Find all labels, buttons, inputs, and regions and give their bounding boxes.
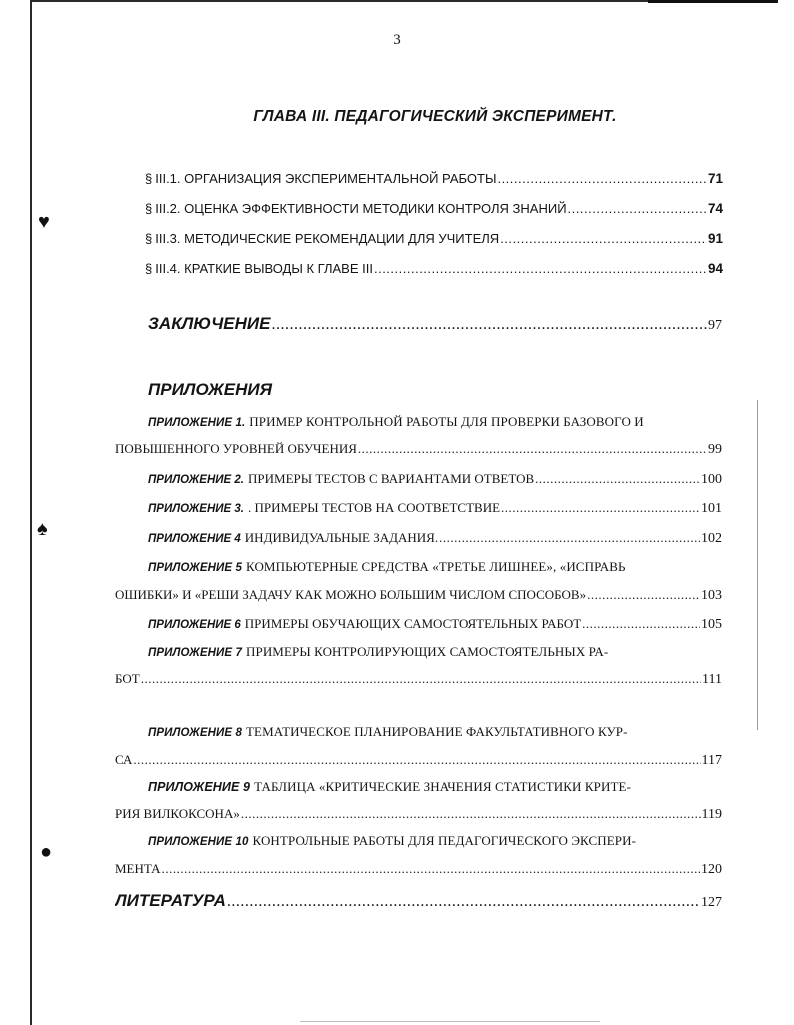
dot-leader	[133, 752, 700, 768]
dot-leader	[500, 231, 707, 246]
page-ref: 97	[708, 318, 722, 333]
dot-leader	[162, 861, 700, 877]
dot-leader	[497, 171, 707, 186]
scan-blot-mark: ●	[40, 841, 53, 863]
page-ref: 120	[701, 862, 722, 877]
appendix-title-line: КОНТРОЛЬНЫЕ РАБОТЫ ДЛЯ ПЕДАГОГИЧЕСКОГО ЭКСПЕРИ-	[252, 833, 637, 848]
appendix-tag: ПРИЛОЖЕНИЕ 3.	[148, 503, 244, 515]
page-ref: 103	[701, 588, 722, 603]
scan-blot-mark: ♥	[38, 211, 50, 233]
toc-entry-appendix-1[interactable]	[148, 414, 722, 430]
dot-leader	[358, 441, 707, 457]
appendix-title-line: ТАБЛИЦА «КРИТИЧЕСКИЕ ЗНАЧЕНИЯ СТАТИСТИКИ КРИТЕ-	[254, 779, 631, 794]
toc-entry-appendix-10-cont[interactable]	[115, 861, 722, 878]
page-ref: 91	[707, 231, 723, 246]
toc-entry-section[interactable]	[145, 261, 723, 276]
dot-leader	[535, 471, 700, 487]
appendix-tag: ПРИЛОЖЕНИЕ 4	[148, 533, 241, 545]
appendix-tag: ПРИЛОЖЕНИЕ 7	[148, 647, 242, 659]
toc-entry-section[interactable]	[145, 201, 723, 216]
appendix-tag: ПРИЛОЖЕНИЕ 8	[148, 727, 242, 739]
page-ref: 74	[707, 201, 723, 216]
toc-entry-literature[interactable]	[115, 891, 722, 911]
appendix-title-line: . ПРИМЕРЫ ТЕСТОВ НА СООТВЕТСТВИЕ	[248, 500, 501, 515]
section-symbol: §	[145, 261, 153, 276]
appendix-title-line: БОТ	[115, 671, 140, 686]
appendix-tag: ПРИЛОЖЕНИЕ 2.	[148, 474, 244, 486]
page-ref: 71	[707, 171, 723, 186]
section-symbol: §	[145, 171, 153, 186]
conclusion-label: ЗАКЛЮЧЕНИЕ	[148, 314, 271, 333]
scan-border-top-dark	[648, 0, 778, 3]
appendix-tag: ПРИЛОЖЕНИЕ 9	[148, 780, 251, 794]
dot-leader	[271, 316, 707, 334]
appendix-tag: ПРИЛОЖЕНИЕ 10	[148, 836, 249, 848]
scan-border-right	[757, 400, 758, 730]
toc-entry-appendix-5[interactable]	[148, 559, 722, 575]
dot-leader	[227, 893, 700, 911]
toc-entry-appendix-4[interactable]	[148, 530, 722, 547]
toc-entry-appendix-2[interactable]	[148, 471, 722, 488]
appendix-title-line: ПРИМЕРЫ ТЕСТОВ С ВАРИАНТАМИ ОТВЕТОВ	[248, 471, 535, 486]
appendix-title-line: СА	[115, 752, 133, 767]
appendix-title-line: ПРИМЕРЫ ОБУЧАЮЩИХ САМОСТОЯТЕЛЬНЫХ РАБОТ	[244, 616, 582, 631]
toc-entry-appendix-6[interactable]	[148, 616, 722, 633]
appendices-heading: ПРИЛОЖЕНИЯ	[148, 380, 273, 399]
appendix-title-line: ОШИБКИ» И «РЕШИ ЗАДАЧУ КАК МОЖНО БОЛЬШИМ ЧИСЛОМ СПОСОБОВ»	[115, 587, 587, 602]
toc-entry-appendix-3[interactable]	[148, 500, 722, 517]
section-label: III.4. КРАТКИЕ ВЫВОДЫ К ГЛАВЕ III	[155, 261, 373, 276]
dot-leader	[501, 500, 700, 516]
appendix-tag: ПРИЛОЖЕНИЕ 1.	[148, 417, 246, 429]
dot-leader	[439, 530, 700, 546]
section-symbol: §	[145, 201, 153, 216]
page-ref: 117	[701, 753, 722, 768]
section-symbol: §	[145, 231, 153, 246]
toc-entry-appendix-7-cont[interactable]	[115, 671, 722, 688]
appendix-title-line: ИНДИВИДУАЛЬНЫЕ ЗАДАНИЯ.	[244, 530, 439, 545]
page-number: 3	[393, 32, 401, 48]
page-ref: 101	[701, 501, 722, 516]
dot-leader	[568, 201, 707, 216]
dot-leader	[587, 587, 700, 603]
page-ref: 100	[701, 472, 722, 487]
page-ref: 127	[701, 895, 722, 910]
toc-entry-appendix-8[interactable]	[148, 724, 722, 740]
page-ref: 119	[701, 807, 722, 822]
page-ref: 105	[701, 617, 722, 632]
toc-entry-appendix-8-cont[interactable]	[115, 752, 722, 769]
toc-entry-appendix-7[interactable]	[148, 644, 722, 660]
page-ref: 99	[708, 442, 722, 457]
dot-leader	[241, 806, 701, 822]
toc-entry-conclusion[interactable]	[148, 314, 722, 334]
toc-entry-section[interactable]	[145, 231, 723, 246]
scan-border-left	[30, 0, 32, 1025]
appendix-title-line: МЕНТА	[115, 861, 161, 876]
section-label: III.1. ОРГАНИЗАЦИЯ ЭКСПЕРИМЕНТАЛЬНОЙ РАБОТЫ	[155, 171, 497, 186]
section-label: III.3. МЕТОДИЧЕСКИЕ РЕКОМЕНДАЦИИ ДЛЯ УЧИТЕЛЯ	[155, 231, 500, 246]
toc-entry-appendix-1-cont[interactable]	[115, 441, 722, 458]
chapter-title: ГЛАВА III. ПЕДАГОГИЧЕСКИЙ ЭКСПЕРИМЕНТ.	[253, 108, 617, 125]
dot-leader	[374, 261, 707, 276]
toc-entry-appendix-9[interactable]	[148, 779, 722, 795]
appendix-title-line: ПОВЫШЕННОГО УРОВНЕЙ ОБУЧЕНИЯ	[115, 441, 357, 456]
appendix-title-line: РИЯ ВИЛКОКСОНА»	[115, 806, 240, 821]
page-ref: 102	[701, 531, 722, 546]
scan-blot-mark: ♠	[37, 518, 48, 540]
appendix-tag: ПРИЛОЖЕНИЕ 6	[148, 619, 241, 631]
section-label: III.2. ОЦЕНКА ЭФФЕКТИВНОСТИ МЕТОДИКИ КОНТРОЛЯ ЗНАНИЙ	[155, 201, 567, 216]
toc-entry-appendix-5-cont[interactable]	[115, 587, 722, 604]
page-ref: 111	[702, 672, 722, 687]
appendix-tag: ПРИЛОЖЕНИЕ 5	[148, 562, 242, 574]
page-ref: 94	[707, 261, 723, 276]
appendix-title-line: КОМПЬЮТЕРНЫЕ СРЕДСТВА «ТРЕТЬЕ ЛИШНЕЕ», «ИСПРАВЬ	[246, 559, 626, 574]
toc-entry-appendix-10[interactable]	[148, 833, 722, 849]
scan-border-bottom	[300, 1021, 600, 1022]
toc-entry-appendix-9-cont[interactable]	[115, 806, 722, 823]
dot-leader	[141, 671, 701, 687]
appendix-title-line: ПРИМЕРЫ КОНТРОЛИРУЮЩИХ САМОСТОЯТЕЛЬНЫХ РА-	[246, 644, 609, 659]
literature-label: ЛИТЕРАТУРА	[115, 891, 226, 910]
appendix-title-line: ПРИМЕР КОНТРОЛЬНОЙ РАБОТЫ ДЛЯ ПРОВЕРКИ БАЗОВОГО И	[249, 414, 644, 429]
dot-leader	[582, 616, 700, 632]
appendix-title-line: ТЕМАТИЧЕСКОЕ ПЛАНИРОВАНИЕ ФАКУЛЬТАТИВНОГО КУР-	[246, 724, 628, 739]
toc-entry-section[interactable]	[145, 171, 723, 186]
